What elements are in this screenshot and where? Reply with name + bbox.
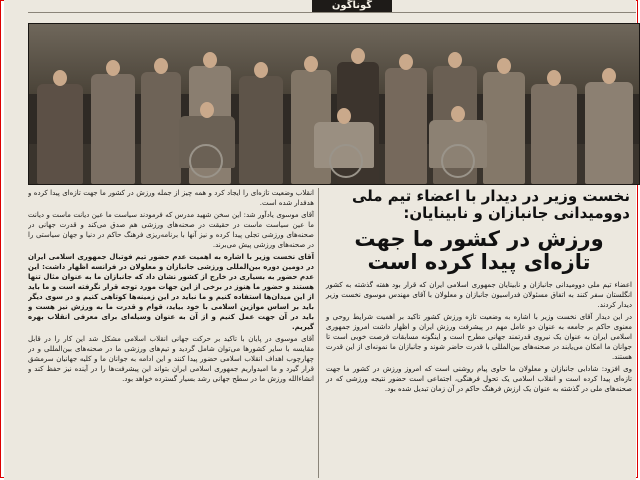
column-divider bbox=[318, 188, 319, 478]
article-left-column bbox=[28, 188, 314, 478]
person bbox=[483, 72, 525, 184]
article-paragraph: آقای موسوی یادآور شد: این سخن شهید مدرس که فرمودند سیاست ما عین دیانت ماست و دیانت ما عین سیاست ماست در حقیقت در صحنه‌های ورزشی هم صدق می‌کند و قدرت جهانی در صحنه‌های ورزشی تجلی پیدا کرده و نیز آنها با برنامه‌ریزی فرهنگ حاکم در دنیا و جهان سیاستی را در صحنه‌های ورزشی پیش می‌برند. bbox=[28, 211, 314, 249]
wheelchair bbox=[189, 144, 223, 178]
article-kicker: نخست وزیر در دیدار با اعضاء تیم ملی دوومیدانی جانبازان و نابینایان: bbox=[351, 188, 630, 222]
person bbox=[91, 74, 135, 184]
article-paragraph: آقای نخست وزیر با اشاره به اهمیت عدم حضور تیم فوتبال جمهوری اسلامی ایران در دومین دوره بین‌المللی ورزشی جانبازان و معلولان در فرانسه اظهار داشت: این عدم حضور به بسیاری در خارج از کشور نشان داد که جانبازان ما به عنوان مثال تنها هستند و حضور ما هنوز در برخی از این جهات مورد توجه قرار نگرفته است و ما باید از این میدان‌ها استفاده کنیم و ما نباید در این زمینه‌ها کوتاهی کنیم و در سوی دیگر باید بر اساس موازین اسلامی با خود بیاید، قوام و قدرت ما به ورزش نیز هست و باید در آن جهت عمل کنیم و از آن به عنوان وسیله‌ای برای معرفی انقلاب بهره گیریم. bbox=[28, 253, 314, 331]
person bbox=[239, 76, 283, 184]
header-rule bbox=[28, 12, 636, 13]
article-paragraph: آقای موسوی در پایان با تاکید بر حرکت جهانی انقلاب اسلامی مشکل شد این کار را در قابل مقایسه با سایر کشورها می‌توان شامل گردید و تیم‌های ورزشی ما در صحنه‌های بین‌المللی و در چهارچوب اهداف انقلاب اسلامی حضور پیدا کنند و این ادامه به جوانان ما و کلیه جهانیان سرمشق قرار گیرد و ما امیدواریم جمهوری اسلامی ایران بتواند این پیشرفت‌ها را در آینده نیز حفظ کند و انشاءالله ورزش ما در سطح جهانی رشد بسیار گسترده خواهد بود. bbox=[28, 335, 314, 383]
article-headline: ورزش در کشور ما جهت تازه‌ای پیدا کرده است bbox=[354, 227, 604, 274]
wheelchair bbox=[441, 144, 475, 178]
section-title: گوناگون bbox=[312, 0, 392, 12]
article-paragraph: انقلاب وضعیت تازه‌ای را ایجاد کرد و همه چیز از جمله ورزش در کشور ما جهت تازه‌ای پیدا کرده و هدفدار شده است. bbox=[28, 189, 314, 207]
wheelchair bbox=[329, 144, 363, 178]
person bbox=[531, 84, 577, 184]
article-right-column bbox=[324, 188, 634, 478]
person bbox=[37, 84, 83, 184]
article-paragraph: وی افزود: شادابی جانبازان و معلولان ما حاوی پیام روشنی است که امروز ورزش در کشور ما جهت تازه‌ای پیدا کرده است و انقلاب اسلامی یک تحول فرهنگی، اجتماعی است حضور نتیجه ورزشی که در صحنه‌های ملی در گذشته به عنوان یک ارزش فرهنگ حاکم در آن زمان تبدیل شده بود. bbox=[326, 365, 632, 393]
article-body bbox=[326, 280, 632, 394]
team-photo bbox=[28, 23, 640, 185]
person bbox=[585, 82, 633, 184]
person bbox=[141, 72, 181, 184]
article-paragraph: اعضاء تیم ملی دوومیدانی جانبازان و نابینایان جمهوری اسلامی ایران که قرار بود هفته گذشته به کشور انگلستان سفر کنند به اتفاق مسئولان فدراسیون جانبازان و معلولان با آقای مهندس موسوی نخست وزیر دیدار کردند. bbox=[326, 281, 632, 309]
person bbox=[385, 68, 427, 184]
article-paragraph: در این دیدار آقای نخست وزیر با اشاره به وضعیت تازه ورزش کشور تاکید بر اهمیت شرایط روحی و معنوی حاکم بر جامعه به عنوان دو عامل مهم در پیشرفت ورزش ایران و اظهار داشت امروز جمهوری اسلامی ایران به عنوان یک نیروی قدرتمند جهانی مطرح است و اینگونه مسابقات فرصت خوبی است تا جوانان ما امکان می‌یابند در صحنه‌های بین‌المللی با قدرت حاضر شوند و جانبازان ما نمونه‌ای از این قدرت هستند. bbox=[326, 313, 632, 361]
